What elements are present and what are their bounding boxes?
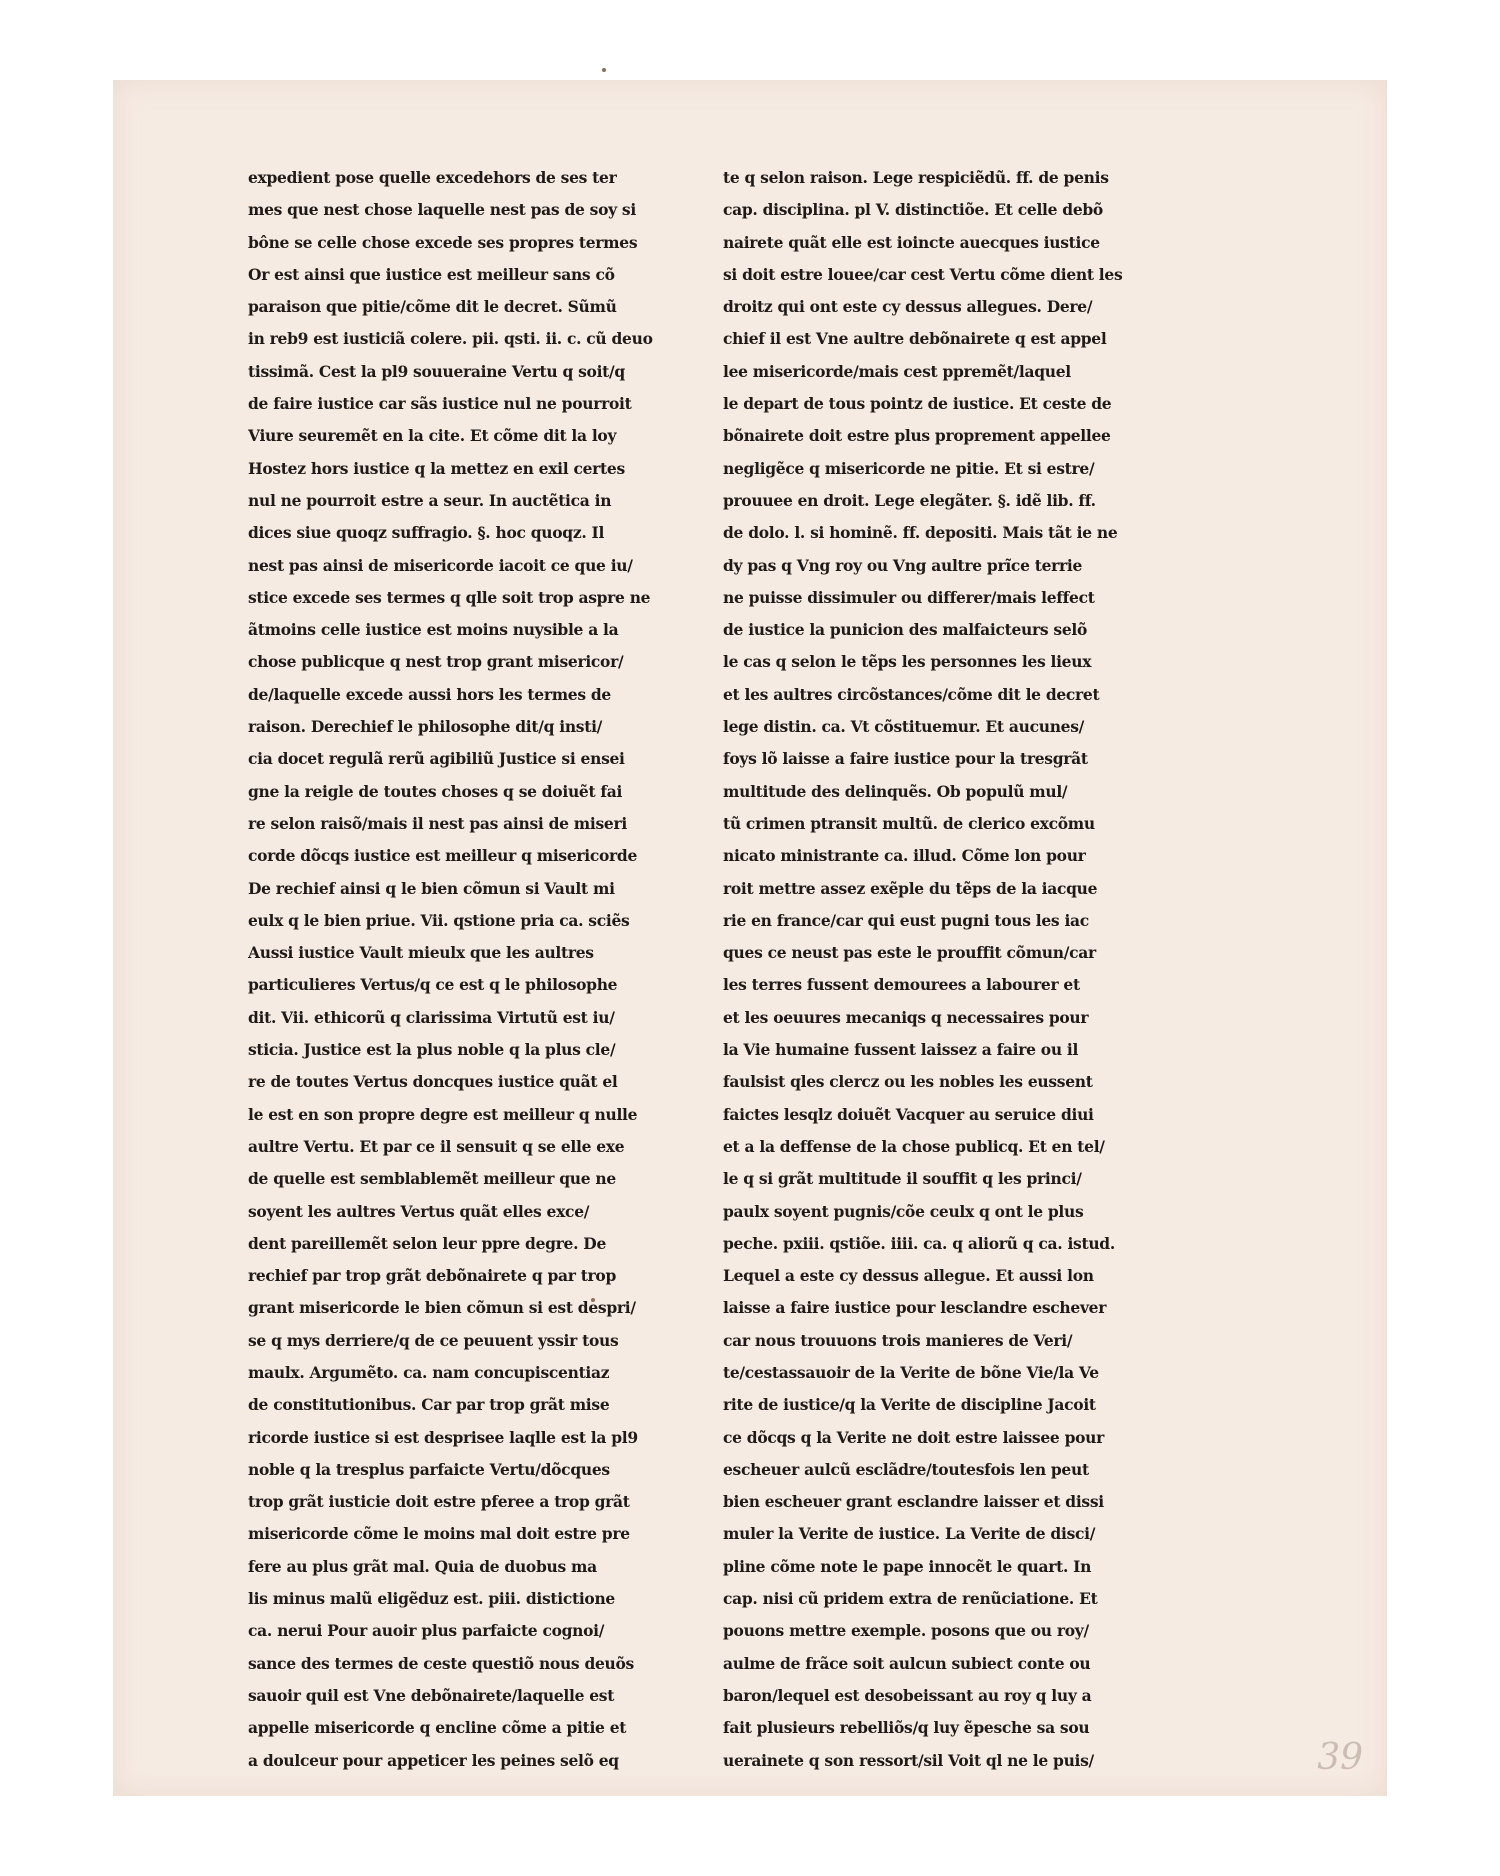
text-line: cia docet regulã rerũ agibiliũ Justice si ensei <box>248 749 625 769</box>
text-line: nicato ministrante ca. illud. Cõme lon pour <box>723 846 1086 866</box>
text-line: nul ne pourroit estre a seur. In auctẽtica in <box>248 490 612 510</box>
text-line: tissimã. Cest la pl9 souueraine Vertu q soit/q <box>248 361 625 381</box>
text-line: noble q la tresplus parfaicte Vertu/dõcques <box>248 1459 610 1479</box>
text-line: et les aultres circõstances/cõme dit le decret <box>723 684 1100 704</box>
text-line: peche. pxiii. qstiõe. iiii. ca. q aliorũ q ca. istud. <box>723 1233 1115 1253</box>
text-line: rechief par trop grãt debõnairete q par trop <box>248 1266 616 1286</box>
text-line: dit. Vii. ethicorũ q clarissima Virtutũ est iu/ <box>248 1007 615 1027</box>
text-line: particulieres Vertus/q ce est q le philosophe <box>248 975 618 995</box>
text-line: multitude des delinquẽs. Ob populũ mul/ <box>723 781 1068 801</box>
text-line: te q selon raison. Lege respiciẽdũ. ff. de penis <box>723 168 1109 187</box>
text-line: negligẽce q misericorde ne pitie. Et si estre/ <box>723 458 1095 478</box>
text-line: les terres fussent demourees a labourer et <box>723 975 1080 995</box>
text-line: fait plusieurs rebelliõs/q luy ẽpesche sa sou <box>723 1718 1090 1738</box>
text-line: stice excede ses termes q qlle soit trop aspre ne <box>248 587 651 607</box>
text-line: misericorde cõme le moins mal doit estre pre <box>248 1524 630 1544</box>
text-line: Lequel a este cy dessus allegue. Et aussi lon <box>723 1266 1094 1286</box>
text-line: ca. nerui Pour auoir plus parfaicte cognoi/ <box>248 1621 605 1641</box>
text-line: laisse a faire iustice pour lesclandre eschever <box>723 1298 1107 1318</box>
text-line: trop grãt iusticie doit estre pferee a trop grãt <box>248 1492 630 1512</box>
text-line: lee misericorde/mais cest ppremẽt/laquel <box>723 361 1071 381</box>
text-line: fere au plus grãt mal. Quia de duobus ma <box>248 1556 597 1576</box>
text-line: appelle misericorde q encline cõme a pitie et <box>248 1718 627 1738</box>
text-line: muler la Verite de iustice. La Verite de disci/ <box>723 1524 1096 1544</box>
text-line: de constitutionibus. Car par trop grãt mise <box>248 1395 610 1415</box>
text-line: rite de iustice/q la Verite de discipline Jacoit <box>723 1395 1096 1415</box>
text-line: le q si grãt multitude il souffit q les princi/ <box>723 1169 1082 1189</box>
text-line: gne la reigle de toutes choses q se doiuẽt fai <box>248 781 623 801</box>
text-line: de iustice la punicion des malfaicteurs selõ <box>723 620 1088 640</box>
text-line: la Vie humaine fussent laissez a faire ou il <box>723 1040 1079 1060</box>
right-text-column <box>723 162 1193 1777</box>
text-line: tũ crimen ptransit multũ. de clerico excõmu <box>723 813 1095 833</box>
left-text-column <box>248 162 718 1777</box>
text-line: dent pareillemẽt selon leur ppre degre. De <box>248 1233 607 1253</box>
text-line: soyent les aultres Vertus quãt elles exce/ <box>248 1201 590 1221</box>
text-line: maulx. Argumẽto. ca. nam concupiscentiaz <box>248 1362 610 1382</box>
text-line: raison. Derechief le philosophe dit/q insti/ <box>248 717 603 737</box>
text-line: a doulceur pour appeticer les peines selõ eq <box>248 1750 619 1770</box>
text-line: le cas q selon le tẽps les personnes les lieux <box>723 652 1092 672</box>
text-line: De rechief ainsi q le bien cõmun si Vault mi <box>248 878 615 898</box>
text-line: cap. nisi cũ pridem extra de renũciatione. Et <box>723 1589 1098 1609</box>
text-line: expedient pose quelle excedehors de ses ter <box>248 168 617 187</box>
text-line: et les oeuures mecaniqs q necessaires pour <box>723 1007 1089 1027</box>
text-line: corde dõcqs iustice est meilleur q misericorde <box>248 846 638 866</box>
text-line: et a la deffense de la chose publicq. Et en tel/ <box>723 1136 1105 1156</box>
folio-number: 39 <box>1317 1737 1363 1778</box>
text-line: in reb9 est iusticiã colere. pii. qsti. ii. c. cũ deuo <box>248 329 653 349</box>
text-line: nairete quãt elle est ioincte auecques iustice <box>723 232 1100 252</box>
text-line: re de toutes Vertus doncques iustice quãt el <box>248 1072 618 1092</box>
text-line: de/laquelle excede aussi hors les termes de <box>248 684 611 704</box>
text-line: bône se celle chose excede ses propres termes <box>248 232 638 252</box>
text-line: le depart de tous pointz de iustice. Et ceste de <box>723 394 1112 414</box>
text-line: sticia. Justice est la plus noble q la plus cle/ <box>248 1040 616 1060</box>
text-line: chose publicque q nest trop grant misericor/ <box>248 652 624 672</box>
text-line: Aussi iustice Vault mieulx que les aultres <box>248 943 594 963</box>
text-line: eulx q le bien priue. Vii. qstione pria ca. sciẽs <box>248 910 630 930</box>
text-line: aulme de frãce soit aulcun subiect conte ou <box>723 1653 1091 1673</box>
text-line: ques ce neust pas este le prouffit cõmun/car <box>723 943 1096 963</box>
text-line: rie en france/car qui eust pugni tous les iac <box>723 910 1089 930</box>
text-line: re selon raisõ/mais il nest pas ainsi de miseri <box>248 813 627 833</box>
text-line: aultre Vertu. Et par ce il sensuit q se elle exe <box>248 1136 625 1156</box>
text-line: foys lõ laisse a faire iustice pour la tresgrãt <box>723 749 1088 769</box>
text-line: grant misericorde le bien cõmun si est despri/ <box>248 1298 636 1318</box>
text-line: lege distin. ca. Vt cõstituemur. Et aucunes/ <box>723 717 1085 737</box>
text-line: Hostez hors iustice q la mettez en exil certes <box>248 458 625 478</box>
text-line: se q mys derriere/q de ce peuuent yssir tous <box>248 1330 619 1350</box>
text-line: paulx soyent pugnis/cõe ceulx q ont le plus <box>723 1201 1084 1221</box>
text-line: dices siue quoqz suffragio. §. hoc quoqz. Il <box>248 523 605 543</box>
text-line: pouons mettre exemple. posons que ou roy/ <box>723 1621 1089 1641</box>
text-line: bien escheuer grant esclandre laisser et dissi <box>723 1492 1104 1512</box>
text-line: ne puisse dissimuler ou differer/mais leffect <box>723 587 1095 607</box>
text-line: sauoir quil est Vne debõnairete/laquelle est <box>248 1685 615 1705</box>
text-line: de dolo. l. si hominẽ. ff. depositi. Mais tãt ie ne <box>723 523 1118 543</box>
text-line: nest pas ainsi de misericorde iacoit ce que iu/ <box>248 555 633 575</box>
text-line: Viure seuremẽt en la cite. Et cõme dit la loy <box>248 426 617 446</box>
text-line: te/cestassauoir de la Verite de bõne Vie/la Ve <box>723 1362 1099 1382</box>
text-line: dy pas q Vng roy ou Vng aultre prĩce terrie <box>723 555 1083 575</box>
text-line: car nous trouuons trois manieres de Veri/ <box>723 1330 1073 1350</box>
text-line: lis minus malũ eligẽduz est. piii. distictione <box>248 1589 615 1609</box>
text-line: sance des termes de ceste questiõ nous deuõs <box>248 1653 634 1673</box>
text-line: ricorde iustice si est desprisee laqlle est la pl9 <box>248 1427 638 1447</box>
text-line: uerainete q son ressort/sil Voit ql ne le puis/ <box>723 1750 1094 1770</box>
text-line: droitz qui ont este cy dessus allegues. Dere/ <box>723 297 1093 317</box>
text-line: escheuer aulcũ esclãdre/toutesfois len peut <box>723 1459 1089 1479</box>
text-line: paraison que pitie/cõme dit le decret. Sũmũ <box>248 297 617 317</box>
text-line: si doit estre louee/car cest Vertu cõme dient les <box>723 264 1123 284</box>
text-line: de quelle est semblablemẽt meilleur que ne <box>248 1169 616 1189</box>
text-line: prouuee en droit. Lege elegãter. §. idẽ lib. ff. <box>723 490 1096 510</box>
text-line: de faire iustice car sãs iustice nul ne pourroit <box>248 394 632 414</box>
text-line: bõnairete doit estre plus proprement appellee <box>723 426 1111 446</box>
text-line: ce dõcqs q la Verite ne doit estre laissee pour <box>723 1427 1104 1447</box>
ink-speck <box>602 68 606 72</box>
text-line: pline cõme note le pape innocẽt le quart. In <box>723 1556 1092 1576</box>
text-line: Or est ainsi que iustice est meilleur sans cõ <box>248 264 615 284</box>
text-line: faictes lesqlz doiuẽt Vacquer au seruice diui <box>723 1104 1094 1124</box>
text-line: cap. disciplina. pl V. distinctiõe. Et celle debõ <box>723 200 1103 220</box>
text-line: chief il est Vne aultre debõnairete q est appel <box>723 329 1107 349</box>
text-line: baron/lequel est desobeissant au roy q luy a <box>723 1685 1092 1705</box>
text-line: faulsist qles clercz ou les nobles les eussent <box>723 1072 1093 1092</box>
text-line: le est en son propre degre est meilleur q nulle <box>248 1104 638 1124</box>
text-line: ãtmoins celle iustice est moins nuysible a la <box>248 620 619 640</box>
text-line: roit mettre assez exẽple du tẽps de la iacque <box>723 878 1098 898</box>
paper-leaf <box>113 80 1387 1796</box>
text-line: mes que nest chose laquelle nest pas de soy si <box>248 200 636 220</box>
